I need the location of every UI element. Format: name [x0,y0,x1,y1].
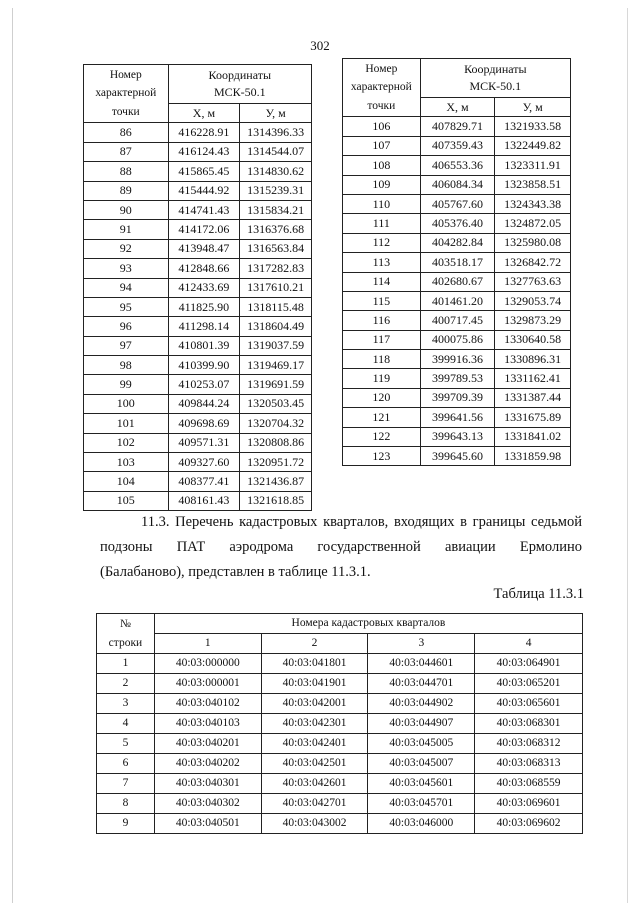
table-row [97,694,583,714]
x-coordinate-cell: 414172.06 [168,220,240,239]
row-number-cell: 4 [97,714,155,734]
y-coordinate-cell: 1323858.51 [495,175,571,194]
y-coordinate-cell: 1331675.89 [495,408,571,427]
x-coordinate-cell: 409327.60 [168,453,240,472]
coordinates-table-left [83,64,312,511]
row-number-cell: 3 [97,694,155,714]
y-coordinate-cell: 1319469.17 [240,356,312,375]
y-coordinate-cell: 1321618.85 [240,491,312,510]
table-row [84,123,312,142]
point-number-cell: 99 [84,375,169,394]
y-coordinate-cell: 1316563.84 [240,239,312,258]
x-coordinate-cell: 403518.17 [420,253,495,272]
table-row [84,181,312,200]
cadastral-number-cell: 40:03:040102 [154,694,261,714]
header-x: Х, м [168,104,240,123]
x-coordinate-cell: 409844.24 [168,394,240,413]
cadastral-number-cell: 40:03:044701 [368,674,475,694]
x-coordinate-cell: 415444.92 [168,181,240,200]
table-row [84,394,312,413]
y-coordinate-cell: 1329873.29 [495,311,571,330]
x-coordinate-cell: 408377.41 [168,472,240,491]
cadastral-number-cell: 40:03:042701 [261,794,368,814]
cadastral-number-cell: 40:03:040302 [154,794,261,814]
x-coordinate-cell: 399643.13 [420,427,495,446]
point-number-cell: 111 [343,214,421,233]
x-coordinate-cell: 413948.47 [168,239,240,258]
cadastral-number-cell: 40:03:068312 [475,734,583,754]
y-coordinate-cell: 1322449.82 [495,136,571,155]
y-coordinate-cell: 1325980.08 [495,233,571,252]
table-row [343,117,571,136]
header-row-number: № строки [97,614,155,654]
y-coordinate-cell: 1317610.21 [240,278,312,297]
point-number-cell: 93 [84,259,169,278]
cadastral-number-cell: 40:03:045601 [368,774,475,794]
x-coordinate-cell: 411825.90 [168,297,240,316]
y-coordinate-cell: 1321436.87 [240,472,312,491]
y-coordinate-cell: 1324343.38 [495,194,571,213]
y-coordinate-cell: 1324872.05 [495,214,571,233]
x-coordinate-cell: 399641.56 [420,408,495,427]
coordinates-table-right [342,58,571,466]
table-row [84,491,312,510]
x-coordinate-cell: 407829.71 [420,117,495,136]
y-coordinate-cell: 1319691.59 [240,375,312,394]
cadastral-number-cell: 40:03:043002 [261,814,368,834]
y-coordinate-cell: 1321933.58 [495,117,571,136]
cadastral-quarters-table [96,613,583,834]
table-row [84,142,312,161]
table-row [84,433,312,452]
cadastral-number-cell: 40:03:065201 [475,674,583,694]
header-col-3: 3 [368,634,475,654]
y-coordinate-cell: 1320704.32 [240,414,312,433]
cadastral-number-cell: 40:03:068301 [475,714,583,734]
table-row [84,453,312,472]
y-coordinate-cell: 1314396.33 [240,123,312,142]
cadastral-number-cell: 40:03:044907 [368,714,475,734]
cadastral-number-cell: 40:03:044902 [368,694,475,714]
y-coordinate-cell: 1316376.68 [240,220,312,239]
row-number-cell: 2 [97,674,155,694]
x-coordinate-cell: 409571.31 [168,433,240,452]
point-number-cell: 115 [343,291,421,310]
page-number: 302 [310,38,330,53]
point-number-cell: 114 [343,272,421,291]
table-row [97,814,583,834]
x-coordinate-cell: 399645.60 [420,447,495,466]
x-coordinate-cell: 401461.20 [420,291,495,310]
cadastral-number-cell: 40:03:065601 [475,694,583,714]
cadastral-number-cell: 40:03:045005 [368,734,475,754]
table-row [343,350,571,369]
cadastral-number-cell: 40:03:000001 [154,674,261,694]
table-row [84,220,312,239]
y-coordinate-cell: 1318604.49 [240,317,312,336]
header-point-number: Номер характерной точки [343,59,421,117]
point-number-cell: 89 [84,181,169,200]
table-row [84,297,312,316]
point-number-cell: 96 [84,317,169,336]
table-row [343,214,571,233]
table-row [343,311,571,330]
x-coordinate-cell: 410253.07 [168,375,240,394]
table-row [97,674,583,694]
table-row [97,754,583,774]
paragraph-line-1: 11.3. Перечень кадастровых кварталов, входящих в границы седьмой [141,514,582,530]
x-coordinate-cell: 400717.45 [420,311,495,330]
x-coordinate-cell: 402680.67 [420,272,495,291]
cadastral-number-cell: 40:03:042401 [261,734,368,754]
header-y: У, м [495,98,571,117]
y-coordinate-cell: 1330640.58 [495,330,571,349]
paragraph-line-2: подзоны ПАТ аэродрома государственной авиации Ермолино [100,539,582,555]
point-number-cell: 117 [343,330,421,349]
point-number-cell: 110 [343,194,421,213]
cadastral-number-cell: 40:03:040201 [154,734,261,754]
y-coordinate-cell: 1314544.07 [240,142,312,161]
x-coordinate-cell: 414741.43 [168,200,240,219]
point-number-cell: 106 [343,117,421,136]
point-number-cell: 105 [84,491,169,510]
cadastral-number-cell: 40:03:040202 [154,754,261,774]
y-coordinate-cell: 1330896.31 [495,350,571,369]
point-number-cell: 101 [84,414,169,433]
cadastral-number-cell: 40:03:040103 [154,714,261,734]
x-coordinate-cell: 415865.45 [168,162,240,181]
y-coordinate-cell: 1331859.98 [495,447,571,466]
table-row [84,239,312,258]
point-number-cell: 109 [343,175,421,194]
point-number-cell: 112 [343,233,421,252]
point-number-cell: 113 [343,253,421,272]
table-caption: Таблица 11.3.1 [493,586,584,602]
x-coordinate-cell: 408161.43 [168,491,240,510]
cadastral-number-cell: 40:03:040501 [154,814,261,834]
point-number-cell: 121 [343,408,421,427]
table-row [343,427,571,446]
header-col-1: 1 [154,634,261,654]
table-row [343,330,571,349]
point-number-cell: 108 [343,156,421,175]
header-y: У, м [240,104,312,123]
point-number-cell: 104 [84,472,169,491]
table-row [343,291,571,310]
header-point-number: Номер характерной точки [84,65,169,123]
x-coordinate-cell: 404282.84 [420,233,495,252]
table-row [97,794,583,814]
y-coordinate-cell: 1331841.02 [495,427,571,446]
x-coordinate-cell: 405767.60 [420,194,495,213]
header-x: Х, м [420,98,495,117]
row-number-cell: 7 [97,774,155,794]
y-coordinate-cell: 1320808.86 [240,433,312,452]
x-coordinate-cell: 400075.86 [420,330,495,349]
table-row [343,194,571,213]
row-number-cell: 9 [97,814,155,834]
table-row [97,714,583,734]
point-number-cell: 102 [84,433,169,452]
cadastral-table-body [97,654,583,834]
x-coordinate-cell: 410399.90 [168,356,240,375]
cadastral-number-cell: 40:03:068313 [475,754,583,774]
cadastral-number-cell: 40:03:045007 [368,754,475,774]
table-row [343,233,571,252]
row-number-cell: 1 [97,654,155,674]
x-coordinate-cell: 406084.34 [420,175,495,194]
point-number-cell: 90 [84,200,169,219]
row-number-cell: 5 [97,734,155,754]
table-row [84,259,312,278]
cadastral-number-cell: 40:03:046000 [368,814,475,834]
cadastral-number-cell: 40:03:068559 [475,774,583,794]
table-row [84,317,312,336]
table-row [343,253,571,272]
table-row [84,414,312,433]
row-number-cell: 6 [97,754,155,774]
cadastral-number-cell: 40:03:042501 [261,754,368,774]
x-coordinate-cell: 399789.53 [420,369,495,388]
point-number-cell: 86 [84,123,169,142]
table-row [84,200,312,219]
header-col-2: 2 [261,634,368,654]
table-row [343,408,571,427]
point-number-cell: 100 [84,394,169,413]
cadastral-number-cell: 40:03:042301 [261,714,368,734]
y-coordinate-cell: 1315834.21 [240,200,312,219]
point-number-cell: 98 [84,356,169,375]
header-coordinates: Координаты МСК-50.1 [168,65,311,104]
y-coordinate-cell: 1331162.41 [495,369,571,388]
table-row [97,734,583,754]
cadastral-number-cell: 40:03:041801 [261,654,368,674]
point-number-cell: 118 [343,350,421,369]
x-coordinate-cell: 399916.36 [420,350,495,369]
cadastral-number-cell: 40:03:064901 [475,654,583,674]
point-number-cell: 94 [84,278,169,297]
table-row [84,162,312,181]
x-coordinate-cell: 410801.39 [168,336,240,355]
left-table-body [84,123,312,511]
table-row [97,654,583,674]
point-number-cell: 97 [84,336,169,355]
y-coordinate-cell: 1320503.45 [240,394,312,413]
table-row [343,369,571,388]
point-number-cell: 92 [84,239,169,258]
table-row [343,156,571,175]
y-coordinate-cell: 1329053.74 [495,291,571,310]
point-number-cell: 119 [343,369,421,388]
header-cadastral-numbers: Номера кадастровых кварталов [154,614,582,634]
point-number-cell: 122 [343,427,421,446]
y-coordinate-cell: 1318115.48 [240,297,312,316]
table-row [343,388,571,407]
y-coordinate-cell: 1314830.62 [240,162,312,181]
cadastral-number-cell: 40:03:042601 [261,774,368,794]
cadastral-number-cell: 40:03:069602 [475,814,583,834]
point-number-cell: 123 [343,447,421,466]
table-row [84,278,312,297]
y-coordinate-cell: 1317282.83 [240,259,312,278]
y-coordinate-cell: 1319037.59 [240,336,312,355]
row-number-cell: 8 [97,794,155,814]
cadastral-number-cell: 40:03:000000 [154,654,261,674]
point-number-cell: 91 [84,220,169,239]
cadastral-number-cell: 40:03:045701 [368,794,475,814]
table-row [343,136,571,155]
y-coordinate-cell: 1320951.72 [240,453,312,472]
table-row [343,175,571,194]
table-row [84,336,312,355]
x-coordinate-cell: 416124.43 [168,142,240,161]
x-coordinate-cell: 412433.69 [168,278,240,297]
point-number-cell: 116 [343,311,421,330]
cadastral-number-cell: 40:03:069601 [475,794,583,814]
y-coordinate-cell: 1323311.91 [495,156,571,175]
header-col-4: 4 [475,634,583,654]
cadastral-number-cell: 40:03:040301 [154,774,261,794]
x-coordinate-cell: 416228.91 [168,123,240,142]
table-row [84,356,312,375]
table-row [97,774,583,794]
x-coordinate-cell: 399709.39 [420,388,495,407]
table-row [84,375,312,394]
x-coordinate-cell: 411298.14 [168,317,240,336]
table-row [84,472,312,491]
y-coordinate-cell: 1315239.31 [240,181,312,200]
table-row [343,272,571,291]
point-number-cell: 107 [343,136,421,155]
y-coordinate-cell: 1326842.72 [495,253,571,272]
y-coordinate-cell: 1327763.63 [495,272,571,291]
x-coordinate-cell: 409698.69 [168,414,240,433]
x-coordinate-cell: 407359.43 [420,136,495,155]
x-coordinate-cell: 406553.36 [420,156,495,175]
point-number-cell: 95 [84,297,169,316]
right-table-body [343,117,571,466]
header-coordinates: Координаты МСК-50.1 [420,59,570,98]
cadastral-number-cell: 40:03:042001 [261,694,368,714]
point-number-cell: 87 [84,142,169,161]
cadastral-number-cell: 40:03:041901 [261,674,368,694]
x-coordinate-cell: 405376.40 [420,214,495,233]
x-coordinate-cell: 412848.66 [168,259,240,278]
point-number-cell: 88 [84,162,169,181]
paragraph-line-3: (Балабаново), представлен в таблице 11.3.1. [100,564,371,580]
point-number-cell: 120 [343,388,421,407]
table-row [343,447,571,466]
y-coordinate-cell: 1331387.44 [495,388,571,407]
point-number-cell: 103 [84,453,169,472]
cadastral-number-cell: 40:03:044601 [368,654,475,674]
